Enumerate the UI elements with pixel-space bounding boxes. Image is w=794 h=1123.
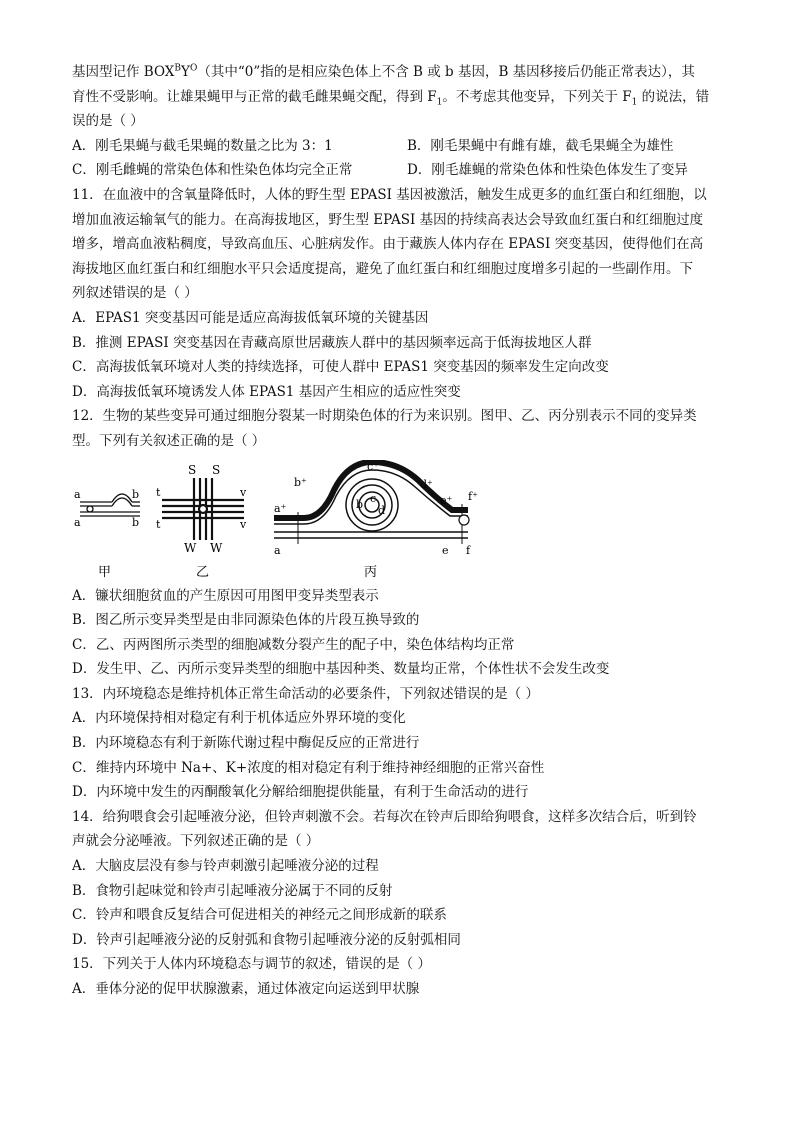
bing-label-f: f [466, 543, 471, 557]
q14-stem-line: 14．给狗喂食会引起唾液分泌，但铃声刺激不会。若每次在铃声后即给狗喂食，这样多次结合后，听到铃 [72, 808, 697, 825]
exam-page [72, 60, 724, 1002]
bing-label-b: b [356, 497, 364, 511]
q10-line-1: 基因型记作 $BOX^BY^O$（其中“0”指的是相应染色体上不含 B 或 b 基因，B 基因移接后仍能正常表达），其 [72, 63, 695, 80]
q11-stem-line: 增加血液运输氧气的能力。在高海拔地区，野生型 EPASI 基因的持续高表达会导致血红蛋白和红细胞过度 [72, 211, 704, 228]
figure-jia [80, 494, 140, 516]
q11-option-c[interactable]: C．高海拔低氧环境对人类的持续选择，可使人群中 EPAS1 突变基因的频率发生定向改变 [72, 359, 609, 376]
q13-option-d[interactable]: D．内环境中发生的丙酮酸氧化分解给细胞提供能量，有利于生命活动的进行 [72, 784, 529, 801]
q12-option-b[interactable]: B．图乙所示变异类型是由非同源染色体的片段互换导致的 [72, 612, 420, 629]
q11-stem-line: 增多，增高血液粘稠度，导致高血压、心脏病发作。由于藏族人体内存在 EPASI 突变基因，使得他们在高 [72, 236, 704, 253]
yi-label-s-left: S [188, 462, 197, 477]
q11-option-a[interactable]: A．EPAS1 突变基因可能是适应高海拔低氧环境的关键基因 [72, 309, 429, 326]
yi-label-s-right: S [212, 462, 221, 477]
q11-stem [72, 183, 724, 306]
q10-option-d[interactable]: D．刚毛雄蝇的常染色体和性染色体发生了变异 [407, 162, 688, 179]
q10-option-a[interactable]: A．刚毛果蝇与截毛果蝇的数量之比为 3：1 [72, 137, 333, 154]
q11-stem-line: 海拔地区血红蛋白和红细胞水平只会适度提高，避免了血红蛋白和红细胞过度增多引起的一些副作用。下 [72, 260, 693, 277]
bing-label-a-plus: a⁺ [274, 501, 287, 515]
q11-stem-line: 列叙述错误的是（ ） [72, 285, 198, 302]
chromosome-variation-figure [72, 460, 724, 582]
yi-label-t-bottom: t [156, 517, 161, 531]
q12-stem-line: 12．生物的某些变异可通过细胞分裂某一时期染色体的行为来识别。图甲、乙、丙分别表示不同的变异类 [72, 408, 697, 425]
bing-label-e: e [442, 543, 449, 557]
bing-label-c: c [370, 491, 377, 505]
bing-label-d: d [378, 503, 386, 517]
q10-options-row-2 [72, 158, 724, 183]
chromosome-diagram [72, 460, 492, 582]
jia-label-b-top: b [132, 487, 140, 501]
q10-options-row-1 [72, 134, 724, 159]
q11-option-d[interactable]: D．高海拔低氧环境诱发人体 EPAS1 基因产生相应的适应性突变 [72, 383, 461, 400]
bing-label-e-plus: e⁺ [440, 493, 453, 507]
q11-option-b[interactable]: B．推测 EPASI 突变基因在青藏高原世居藏族人群中的基因频率远高于低海拔地区人群 [72, 334, 592, 351]
q11-stem-line: 11．在血液中的含氧量降低时，人体的野生型 EPASI 基因被激活，触发生成更多的血红蛋白和红细胞，以 [72, 186, 707, 203]
yi-label-w-right: W [210, 540, 223, 555]
q12-option-a[interactable]: A．镰状细胞贫血的产生原因可用图甲变异类型表示 [72, 587, 379, 604]
yi-label-v-top: v [240, 485, 247, 499]
yi-label-t-top: t [156, 485, 161, 499]
q13-stem-line: 13．内环境稳态是维持机体正常生命活动的必要条件，下列叙述错误的是（ ） [72, 685, 539, 702]
q13-option-b[interactable]: B．内环境稳态有利于新陈代谢过程中酶促反应的正常进行 [72, 735, 420, 752]
jia-label-a-bottom: a [74, 515, 81, 529]
yi-label-w-left: W [184, 540, 197, 555]
bing-label-a: a [274, 543, 281, 557]
caption-jia: 甲 [98, 564, 112, 580]
bing-label-c-plus: c⁺ [367, 459, 379, 473]
yi-label-v-bottom: v [240, 517, 247, 531]
bing-label-d-plus: d⁺ [420, 477, 433, 491]
bing-label-f-plus: f⁺ [468, 489, 478, 503]
caption-yi: 乙 [196, 564, 210, 580]
q12-option-c[interactable]: C．乙、丙两图所示类型的细胞减数分裂产生的配子中，染色体结构均正常 [72, 636, 515, 653]
bing-label-b-plus: b⁺ [294, 475, 307, 489]
q14-stem-line: 声就会分泌唾液。下列叙述正确的是（ ） [72, 833, 320, 850]
caption-bing: 丙 [364, 564, 378, 580]
q13-option-c[interactable]: C．维持内环境中 Na+、K+浓度的相对稳定有利于维持神经细胞的正常兴奋性 [72, 759, 545, 776]
q14-option-c[interactable]: C．铃声和喂食反复结合可促进相关的神经元之间形成新的联系 [72, 907, 447, 924]
figure-yi [162, 478, 244, 540]
q10-option-c[interactable]: C．刚毛雌蝇的常染色体和性染色体均完全正常 [72, 162, 353, 179]
q14-option-b[interactable]: B．食物引起味觉和铃声引起唾液分泌属于不同的反射 [72, 882, 393, 899]
q10-line-3: 误的是（ ） [72, 113, 144, 130]
q15-option-a[interactable]: A．垂体分泌的促甲状腺激素，通过体液定向运送到甲状腺 [72, 981, 420, 997]
q14-option-d[interactable]: D．铃声引起唾液分泌的反射弧和食物引起唾液分泌的反射弧相同 [72, 931, 461, 948]
q12-option-d[interactable]: D．发生甲、乙、丙所示变异类型的细胞中基因种类、数量均正常，个体性状不会发生改变 [72, 661, 610, 678]
q10-line-2: 育性不受影响。让雄果蝇甲与正常的截毛雌果蝇交配，得到 $F_1$。不考虑其他变异，下列关于 $F_1$ 的说法，错 [72, 88, 710, 108]
jia-label-a-top: a [74, 487, 81, 501]
q14-option-a[interactable]: A．大脑皮层没有参与铃声刺激引起唾液分泌的过程 [72, 858, 379, 875]
q15-stem-line: 15．下列关于人体内环境稳态与调节的叙述，错误的是（ ） [72, 956, 431, 973]
jia-label-b-bottom: b [132, 515, 140, 529]
q13-option-a[interactable]: A．内环境保持相对稳定有利于机体适应外界环境的变化 [72, 710, 406, 727]
q10-option-b[interactable]: B．刚毛果蝇中有雌有雄，截毛果蝇全为雄性 [407, 137, 674, 154]
q12-stem-line: 型。下列有关叙述正确的是（ ） [72, 432, 266, 449]
